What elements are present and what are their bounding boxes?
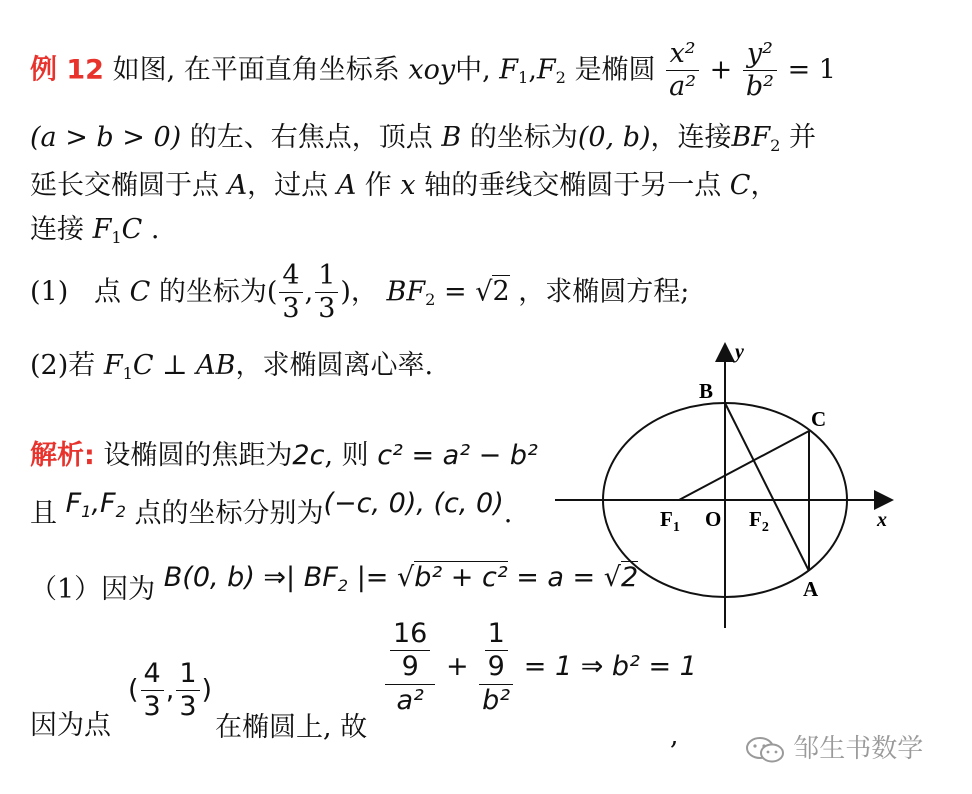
F2-label: $F_2$ <box>749 507 769 535</box>
fraction-x2-a2: $\frac{\text{x²}}{\text{a²}}$ <box>666 40 699 102</box>
ellipse-substitution: $\frac{\frac{16}{9}}{\text{a²}}$ + $\frac{\frac{1}{9}}{\text{b²}}$ = 1 ⇒ b² = 1 <box>383 620 697 715</box>
problem-line-4: 连接 $F_1C$ . <box>30 214 160 247</box>
question-2: (2)若 $F_1C$ ⊥ AB，求椭圆离心率. <box>30 350 434 383</box>
y-axis-label: y <box>735 341 744 363</box>
point-4-3-1-3: ( $\frac{4}{3}$ , $\frac{1}{3}$ ) <box>128 658 213 723</box>
watermark: 邹生书数学 <box>745 728 923 765</box>
trailing-comma: , <box>670 720 679 751</box>
fraction-y2-b2: $\frac{\text{y²}}{\text{b²}}$ <box>743 40 777 102</box>
fraction-4-3: $\frac{4}{3}$ <box>279 262 302 324</box>
wechat-icon <box>745 736 785 764</box>
solution-line-2: 且 $F_1,F_2$ 点的坐标分别为(−c, 0), (c, 0). <box>30 488 513 529</box>
problem-line-2: (a > b > 0) 的左、右焦点，顶点 B 的坐标为(0, b)，连接$BF_2$ 并 <box>30 122 817 155</box>
solution-line-4-b: 在椭圆上, 故 <box>215 712 368 743</box>
F1-label: $F_1$ <box>660 507 680 535</box>
point-A-label: A <box>803 577 819 601</box>
solution-line-4: 因为点 <box>30 710 111 741</box>
solution-line-3: （1）因为 B(0, b) ⇒| $BF_2$ |= √b² + c² = a = √2 <box>30 562 639 605</box>
origin-label: O <box>705 507 722 531</box>
segment-BA <box>725 403 809 571</box>
fraction-1-3: $\frac{1}{3}$ <box>315 262 338 324</box>
solution-line-1: 解析: 设椭圆的焦距为2c, 则 c² = a² − b² <box>30 440 538 471</box>
point-C-label: C <box>811 407 827 431</box>
ellipse-figure <box>545 340 945 640</box>
x-axis-label: x <box>877 509 887 531</box>
example-label: 例 12 <box>30 54 104 86</box>
problem-line-1: 例 12 如图, 在平面直角坐标系 xoy中, $F_1,F_2$ 是椭圆 $\frac{\text{x²}}{\text{a²}}$ + $\frac{\text{y²}}{\text{b²}}$ = 1 <box>30 38 836 103</box>
point-B-label: B <box>699 379 714 403</box>
question-1: (1) 点 C 的坐标为( $\frac{4}{3}$ , $\frac{1}{3}$ )， $BF_2 = √2$ ，求椭圆方程; <box>30 260 690 325</box>
problem-line-3: 延长交椭圆于点 A，过点 A 作 x 轴的垂线交椭圆于另一点 C， <box>30 170 778 201</box>
solution-label: 解析: <box>30 440 95 471</box>
